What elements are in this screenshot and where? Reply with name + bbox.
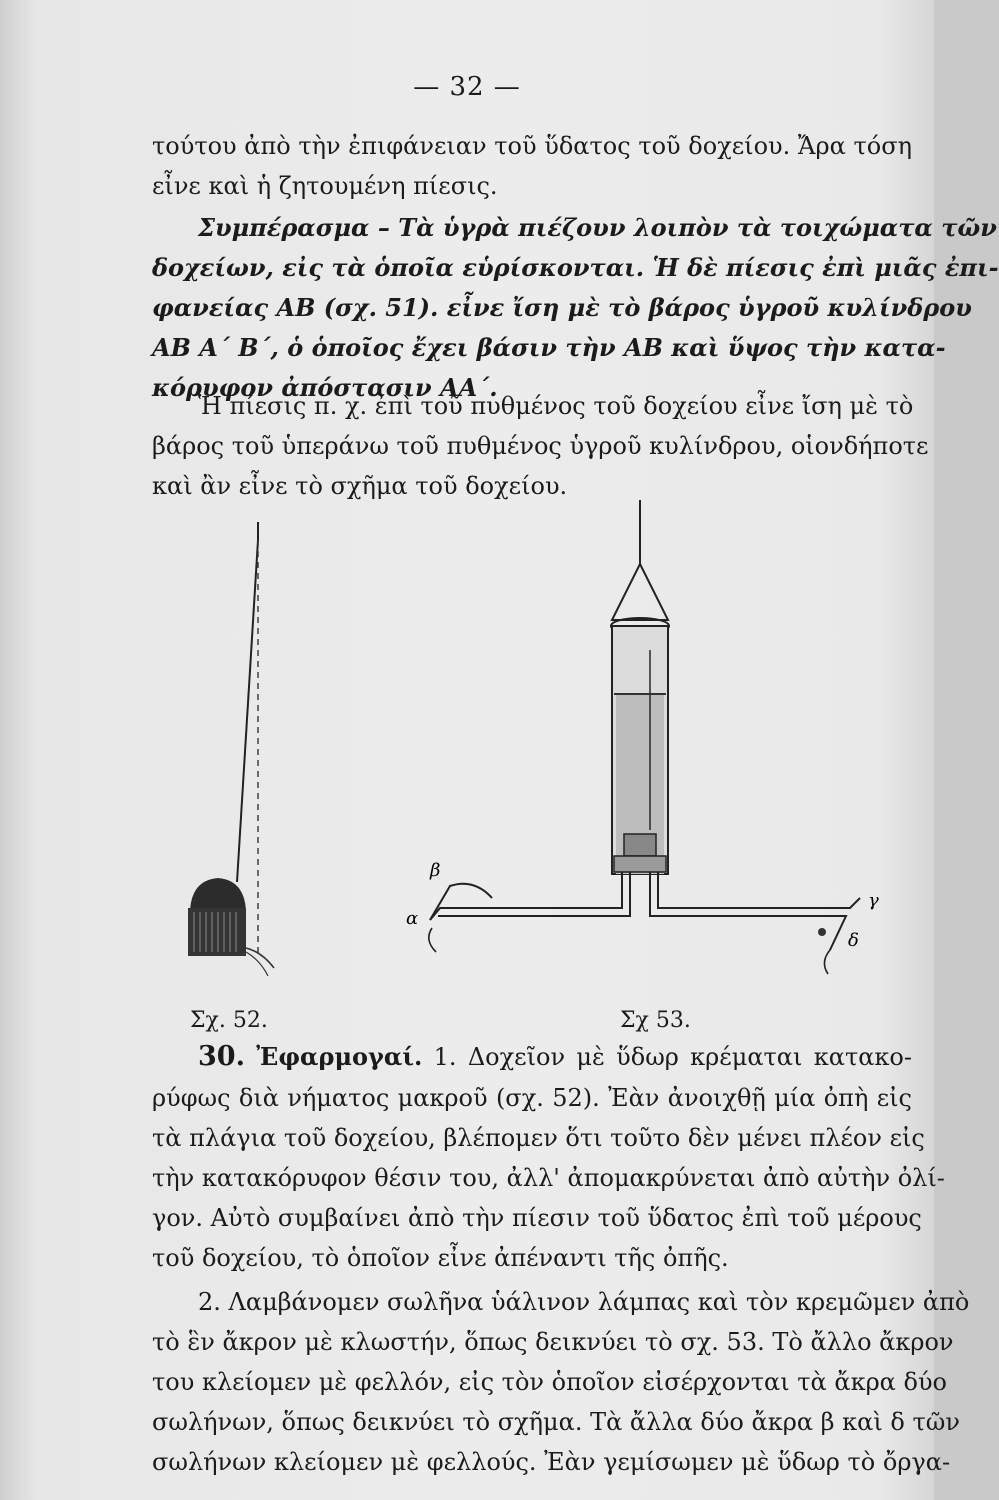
- text-line: τούτου ἀπὸ τὴν ἐπιφάνειαν τοῦ ὕδατος τοῦ δοχείου. Ἄρα τόση: [152, 132, 912, 160]
- text-line: τὴν κατακόρυφον θέσιν του, ἀλλ' ἀπομακρύνεται ἀπὸ αὐτὴν ὀλί-: [152, 1164, 945, 1192]
- fig53-left-bend: [430, 884, 492, 920]
- figure-53-caption: Σχ 53.: [620, 1008, 691, 1033]
- section-title: Ἐφαρμογαί.: [256, 1042, 423, 1071]
- section-30: [152, 1036, 945, 1278]
- fig53-water-stream: [824, 950, 830, 974]
- fig52-container-top: [190, 878, 246, 910]
- fig52-water-jet: [246, 948, 274, 968]
- fig53-base: [614, 856, 666, 872]
- top-paragraph: [152, 126, 912, 206]
- fig53-label-gamma: γ: [868, 890, 879, 911]
- text-line: γον. Αὐτὸ συμβαίνει ἀπὸ τὴν πίεσιν τοῦ ὕδατος ἐπὶ τοῦ μέρους: [152, 1204, 922, 1232]
- paragraph-2: [152, 1282, 970, 1482]
- fig53-right-pipe-outer: [650, 872, 846, 950]
- figure-52-illustration: [150, 520, 310, 980]
- fig53-cork: [624, 834, 656, 856]
- figure-52-caption: Σχ. 52.: [190, 1008, 268, 1033]
- figure-53-illustration: [406, 500, 900, 990]
- fig53-label-beta: β: [430, 860, 441, 881]
- fig52-container-body: [188, 908, 246, 956]
- text-line: βάρος τοῦ ὑπεράνω τοῦ πυθμένος ὑγροῦ κυλίνδρου, οἱονδήποτε: [152, 432, 929, 460]
- fig53-label-alpha: α: [406, 908, 419, 929]
- text-line: κόρυφον ἀπόστασιν ΑΑ΄.: [152, 373, 498, 402]
- fig52-water-jet-2: [246, 952, 268, 976]
- section-number: 30.: [198, 1041, 245, 1072]
- section-30-heading-line: [152, 1036, 912, 1078]
- text-line: δοχείων, εἰς τὰ ὁποῖα εὑρίσκονται. Ἡ δὲ πίεσις ἐπὶ μιᾶς ἐπι-: [152, 253, 999, 282]
- fig53-cork-delta: [818, 928, 826, 936]
- text-line: του κλείομεν μὲ φελλόν, εἰς τὸν ὁποῖον εἰσέρχονται τὰ ἄκρα δύο: [152, 1368, 947, 1396]
- text-line: Ἡ πίεσις π. χ. ἐπὶ τοῦ πυθμένος τοῦ δοχείου εἶνε ἴση μὲ τὸ: [198, 392, 914, 420]
- fig53-left-pipe-outer: [438, 872, 630, 916]
- text-line: τὰ πλάγια τοῦ δοχείου, βλέπομεν ὅτι τοῦτο δὲν μένει πλέον εἰς: [152, 1124, 925, 1152]
- text-line: σωλήνων, ὅπως δεικνύει τὸ σχῆμα. Τὰ ἄλλα δύο ἄκρα β καὶ δ τῶν: [152, 1408, 960, 1436]
- text-line: καὶ ἂν εἶνε τὸ σχῆμα τοῦ δοχείου.: [152, 472, 568, 500]
- page-number: — 32 —: [413, 72, 521, 102]
- conclusion-paragraph: [152, 208, 999, 408]
- text-line: 1. Δοχεῖον μὲ ὕδωρ κρέμαται κατακο-: [433, 1043, 912, 1071]
- fig52-string: [237, 540, 258, 882]
- text-line: ΑΒ Α΄ Β΄, ὁ ὁποῖος ἔχει βάσιν τὴν ΑΒ καὶ ὕψος τὴν κατα-: [152, 333, 946, 362]
- text-line: 2. Λαμβάνομεν σωλῆνα ὑάλινον λάμπας καὶ τὸν κρεμῶμεν ἀπὸ: [198, 1288, 970, 1316]
- text-line: τὸ ἓν ἄκρον μὲ κλωστήν, ὅπως δεικνύει τὸ σχ. 53. Τὸ ἄλλο ἄκρον: [152, 1328, 954, 1356]
- text-line: Συμπέρασμα – Τὰ ὑγρὰ πιέζουν λοιπὸν τὰ τοιχώματα τῶν: [198, 213, 997, 242]
- example-paragraph: [152, 386, 929, 506]
- text-line: φανείας ΑΒ (σχ. 51). εἶνε ἴση μὲ τὸ βάρος ὑγροῦ κυλίνδρου: [152, 293, 972, 322]
- fig53-rotation-arrow: [429, 928, 436, 952]
- fig53-cone: [612, 564, 668, 620]
- text-line: σωλήνων κλείομεν μὲ φελλούς. Ἐὰν γεμίσωμεν μὲ ὕδωρ τὸ ὄργα-: [152, 1448, 951, 1476]
- fig53-left-pipe: [430, 872, 622, 920]
- fig53-right-pipe: [658, 872, 860, 908]
- text-line: εἶνε καὶ ἡ ζητουμένη πίεσις.: [152, 172, 498, 200]
- text-line: τοῦ δοχείου, τὸ ὁποῖον εἶνε ἀπέναντι τῆς ὀπῆς.: [152, 1244, 729, 1272]
- text-line: ρύφως διὰ νήματος μακροῦ (σχ. 52). Ἐὰν ἀνοιχθῇ μία ὀπὴ εἰς: [152, 1084, 912, 1112]
- fig53-label-delta: δ: [848, 930, 859, 951]
